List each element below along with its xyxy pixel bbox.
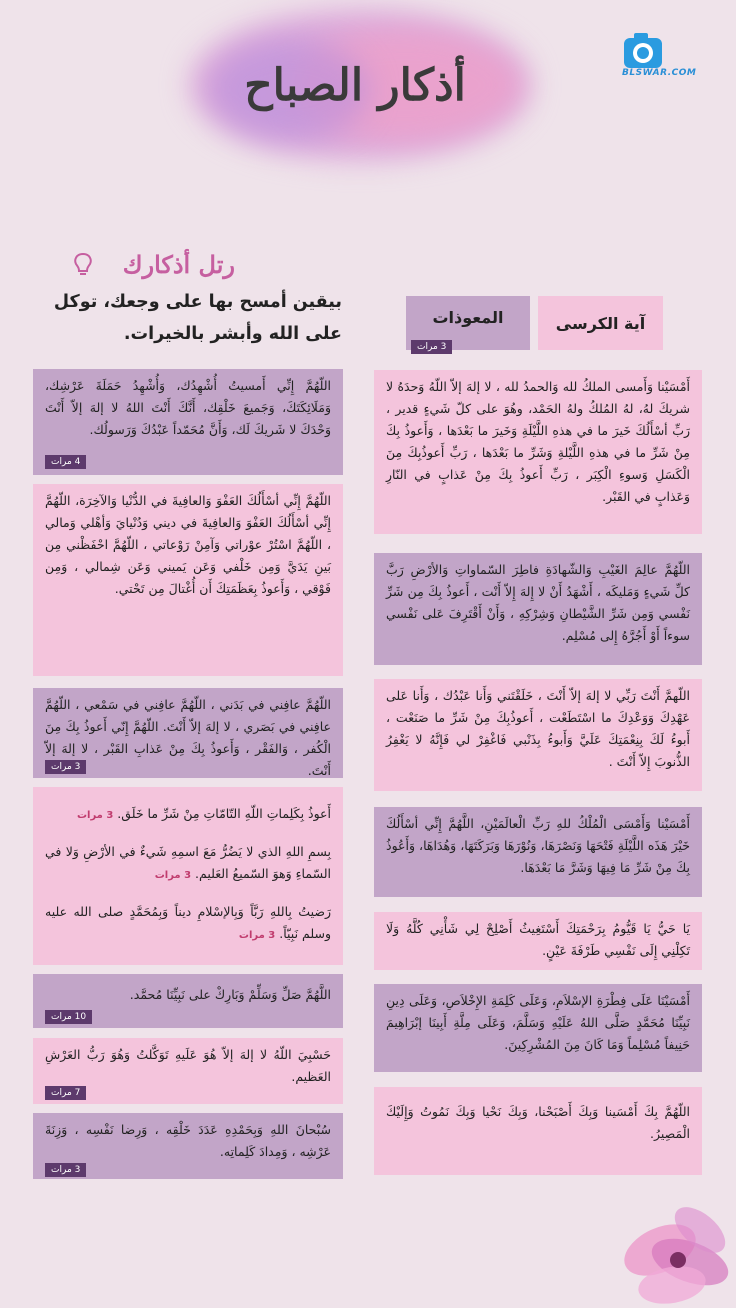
dhikr-paragraph <box>45 803 331 827</box>
dhikr-card <box>33 688 343 778</box>
dhikr-card <box>374 370 702 534</box>
dhikr-text: اللّهمَّ أَنْتَ رَبِّي لا إلهَ إلاّ أَنْتَ ، خَلَقْتَني وَأَنا عَبْدُك ، وَأَنا عَلى عَهْدِكَ وَوَعْدِكَ ما اسْتَطَعْت ، أَعوذُبِكَ مِنْ شَرِّ ما صَنَعْت ، أَبوءُ لَكَ بِنِعْمَتِكَ عَلَيَّ وَأَبوءُ بِذَنْبي فَاغْفِرْ لي فَإِنَّهُ لا يَغْفِرُ الذُّنوبَ إِلاّ أَنْتَ . <box>386 688 690 769</box>
count-badge: 10 مرات <box>45 1010 92 1024</box>
dhikr-text: اللّهُمَّ إِنِّي أسْأَلُكَ العَفْوَ وَالعافِيةَ في الدُّنْيا وَالآخِرَة، اللّهُمَّ إِنِّي أسْأَلُكَ العَفْوَ وَالعافِيةَ في ديني وَدُنْيايَ وَأهْلي وَمالي ، اللّهُمَّ اسْتُرْ عوْراتي وَآمِنْ رَوْعاتي ، اللّهُمَّ احْفَظْني مِن بَينِ يَدَيَّ وَمِن خَلْفي وَعَن يَميني وَعَن شِمالي ، وَمِن فَوْقي ، وَأَعوذُ بِعَظَمَتِكَ أَن أُغْتالَ مِن تَحْتي. <box>45 493 331 596</box>
dhikr-text: أَمْسَيْنا وَأَمسى الملكُ لله وَالحمدُ لله ، لا إلهَ إلاّ اللّهُ وَحدَهُ لا شريكَ لهُ، لهُ المُلكُ ولهُ الحَمْد، وهُوَ على كلّ شَيءٍ قدير ، رَبِّ أسْأَلُكَ خَيرَ ما في هذهِ اللَّيْلَةِ وَخَيرَ ما بَعْدَها ، وَأَعوذُ بِكَ مِنْ شَرِّ ما في هذهِ اللَّيْلةِ وَشَرِّ ما بَعْدَها ، رَبِّ أَعوذُبِكَ مِنَ الْكَسَلِ وَسوءِ الْكِبَر ، رَبِّ أَعوذُ بِكَ مِنْ عَذابٍ في النّارِ وَعَذابٍ في القَبْر. <box>386 379 690 504</box>
dhikr-paragraph <box>45 901 331 947</box>
dhikr-text: أَمْسَيْنا وَأَمْسَى الْمُلْكُ للهِ رَبِّ الْعالَمَيْنِ، اللَّهُمَّ إِنِّي أسْأَلُكَ خَيْرَ هَذَه اللَّيْلَةِ فَتْحَهَا وَنَصْرَهَا، وَنُوْرَهَا وَبَرَكَتَهَا، وَهُدَاهَا، وَأَعُوذُ بِكَ مِنْ شَرِّ مَا فِيهَا وَشَرَّ مَا بَعْدَهَا. <box>386 816 690 875</box>
dhikr-text: رَضيتُ بِاللهِ رَبَّاً وَبِالإسْلامِ ديناً وَبِمُحَمَّدٍ صلى الله عليه وسلم نَبِيّاً. <box>45 904 331 941</box>
dhikr-text: يَا حَيُّ يَا قَيُّومُ بِرَحْمَتِكَ أَسْتَغِيثُ أَصْلِحْ لِي شَأْنِي كُلَّهُ وَلَا تَكِلْنِي إِلَى نَفْسِي طَرْفَةَ عَيْنٍ. <box>386 921 690 958</box>
dhikr-card <box>374 679 702 791</box>
dhikr-text: اللّهُمَّ بِكَ أَمْسَينا وَبِكَ أَصْبَحْنا، وَبِكَ نَحْيا وَبِكَ نَمُوتُ وَإِلَيْكَ الْمَصِيرُ. <box>386 1104 690 1141</box>
dhikr-card <box>374 912 702 970</box>
count-badge: 7 مرات <box>45 1086 86 1100</box>
dhikr-card <box>374 984 702 1072</box>
dhikr-card <box>33 484 343 676</box>
count-label: 3 مرات <box>238 930 276 941</box>
page-title: أذكار الصباح <box>244 60 466 111</box>
dhikr-text: سُبْحانَ اللهِ وَبِحَمْدِهِ عَدَدَ خَلْقِه ، وَرِضا نَفْسِه ، وَزِنَةَ عَرْشِه ، وَمِدادَ كَلِماتِه. <box>45 1122 331 1159</box>
logo-text: BLSWAR.COM <box>622 68 697 78</box>
dhikr-text: أَمْسَيْنَا عَلَى فِطْرَةِ الإسْلاَمِ، وَعَلَى كَلِمَةِ الإِخْلاَصِ، وَعَلَى دِينِ نَبِيِّنَا مُحَمَّدٍ صَلَّى اللهُ عَلَيْهِ وَسَلَّمَ، وَعَلَى مِلَّةِ أَبِينَا إبْرَاهِيمَ حَنِيفاً مُسْلِماً وَمَا كَانَ مِنَ المُشْرِكِينَ. <box>386 993 690 1052</box>
count-label: 3 مرات <box>76 810 114 821</box>
flower-icon <box>600 1190 736 1308</box>
count-badge: 3 مرات <box>45 1163 86 1177</box>
dhikr-text: أَعوذُ بِكَلِماتِ اللّهِ التّامّاتِ مِنْ شَرِّ ما خَلَق. <box>117 806 331 821</box>
intro-text: بيقين أمسح بها على وجعك، توكل على الله وأبشر بالخيرات. <box>53 292 342 344</box>
dhikr-paragraph <box>45 841 331 887</box>
dhikr-card <box>33 974 343 1028</box>
dhikr-text: اللّهُمَّ عافِني في بَدَني ، اللّهُمَّ عافِني في سَمْعي ، اللّهُمَّ عافِني في بَصَري ، لا إلهَ إلاّ أَنْتَ. اللّهُمَّ إِنّي أَعوذُ بِكَ مِنَ الْكُفر ، وَالفَقْر ، وَأَعوذُ بِكَ مِنْ عَذابِ القَبْر ، لا إلهَ إلاّ أَنْتَ. <box>45 697 331 778</box>
rattil-heading: رتل أذكارك <box>122 250 235 279</box>
dhikr-card <box>33 369 343 475</box>
dhikr-card <box>374 807 702 897</box>
tab-ayat-alkursi[interactable]: آية الكرسى <box>538 296 663 350</box>
dhikr-text: بِسمِ اللهِ الذي لا يَضُرُّ مَعَ اسمِهِ شَيءٌ في الأرْضِ وَلا في السّماءِ وَهوَ السّميعُ العَليم. <box>45 844 331 881</box>
dhikr-text: اللّهُمَّ عالِمَ الغَيْبِ وَالشّهادَةِ فاطِرَ السّماواتِ وَالأرْضِ رَبَّ كلِّ شَيءٍ وَمَليكَه ، أَشْهَدُ أَنْ لا إِلهَ إِلاّ أَنْت ، أَعوذُ بِكَ مِن شَرِّ نَفْسي وَمِن شَرِّ الشَّيْطانِ وَشِرْكِهِ ، وَأَنْ أَقْتَرِفَ عَلى نَفْسي سوءاً أَوْ أَجُرَّهُ إِلى مُسْلِم. <box>386 562 690 643</box>
dhikr-card <box>374 553 702 665</box>
dhikr-text: اللَّهُمَّ صَلِّ وَسَلِّمْ وَبَارِكْ على نَبِيِّنَا مُحمَّد. <box>129 987 331 1002</box>
dhikr-card <box>33 1113 343 1179</box>
count-badge: 3 مرات <box>45 760 86 774</box>
dhikr-card <box>374 1087 702 1175</box>
dhikr-card <box>33 1038 343 1104</box>
tab-almuawwidhat[interactable]: المعوذات <box>406 296 530 350</box>
dhikr-text: حَسْبِيَ اللّهُ لا إلهَ إلاّ هُوَ عَلَيهِ تَوَكَّلتُ وَهُوَ رَبُّ العَرْشِ العَظيم. <box>45 1047 331 1084</box>
dhikr-card <box>33 787 343 965</box>
count-badge: 4 مرات <box>45 455 86 469</box>
dhikr-text: اللّهُمَّ إِنِّي أَمسيتُ أُشْهِدُك، وَأُشْهِدُ حَمَلَةَ عَرْشِك، وَمَلَائِكَتَكَ، وَجَميعَ خَلْقِك، أَنَّكَ أَنْتَ اللهُ لا إلهَ إلاّ أَنْتَ وَحْدَكَ لا شَريكَ لَك، وَأَنَّ مُحَمّداً عَبْدُكَ وَرَسولُك. <box>45 378 331 437</box>
count-label: 3 مرات <box>154 870 192 881</box>
count-badge: 3 مرات <box>411 340 452 354</box>
